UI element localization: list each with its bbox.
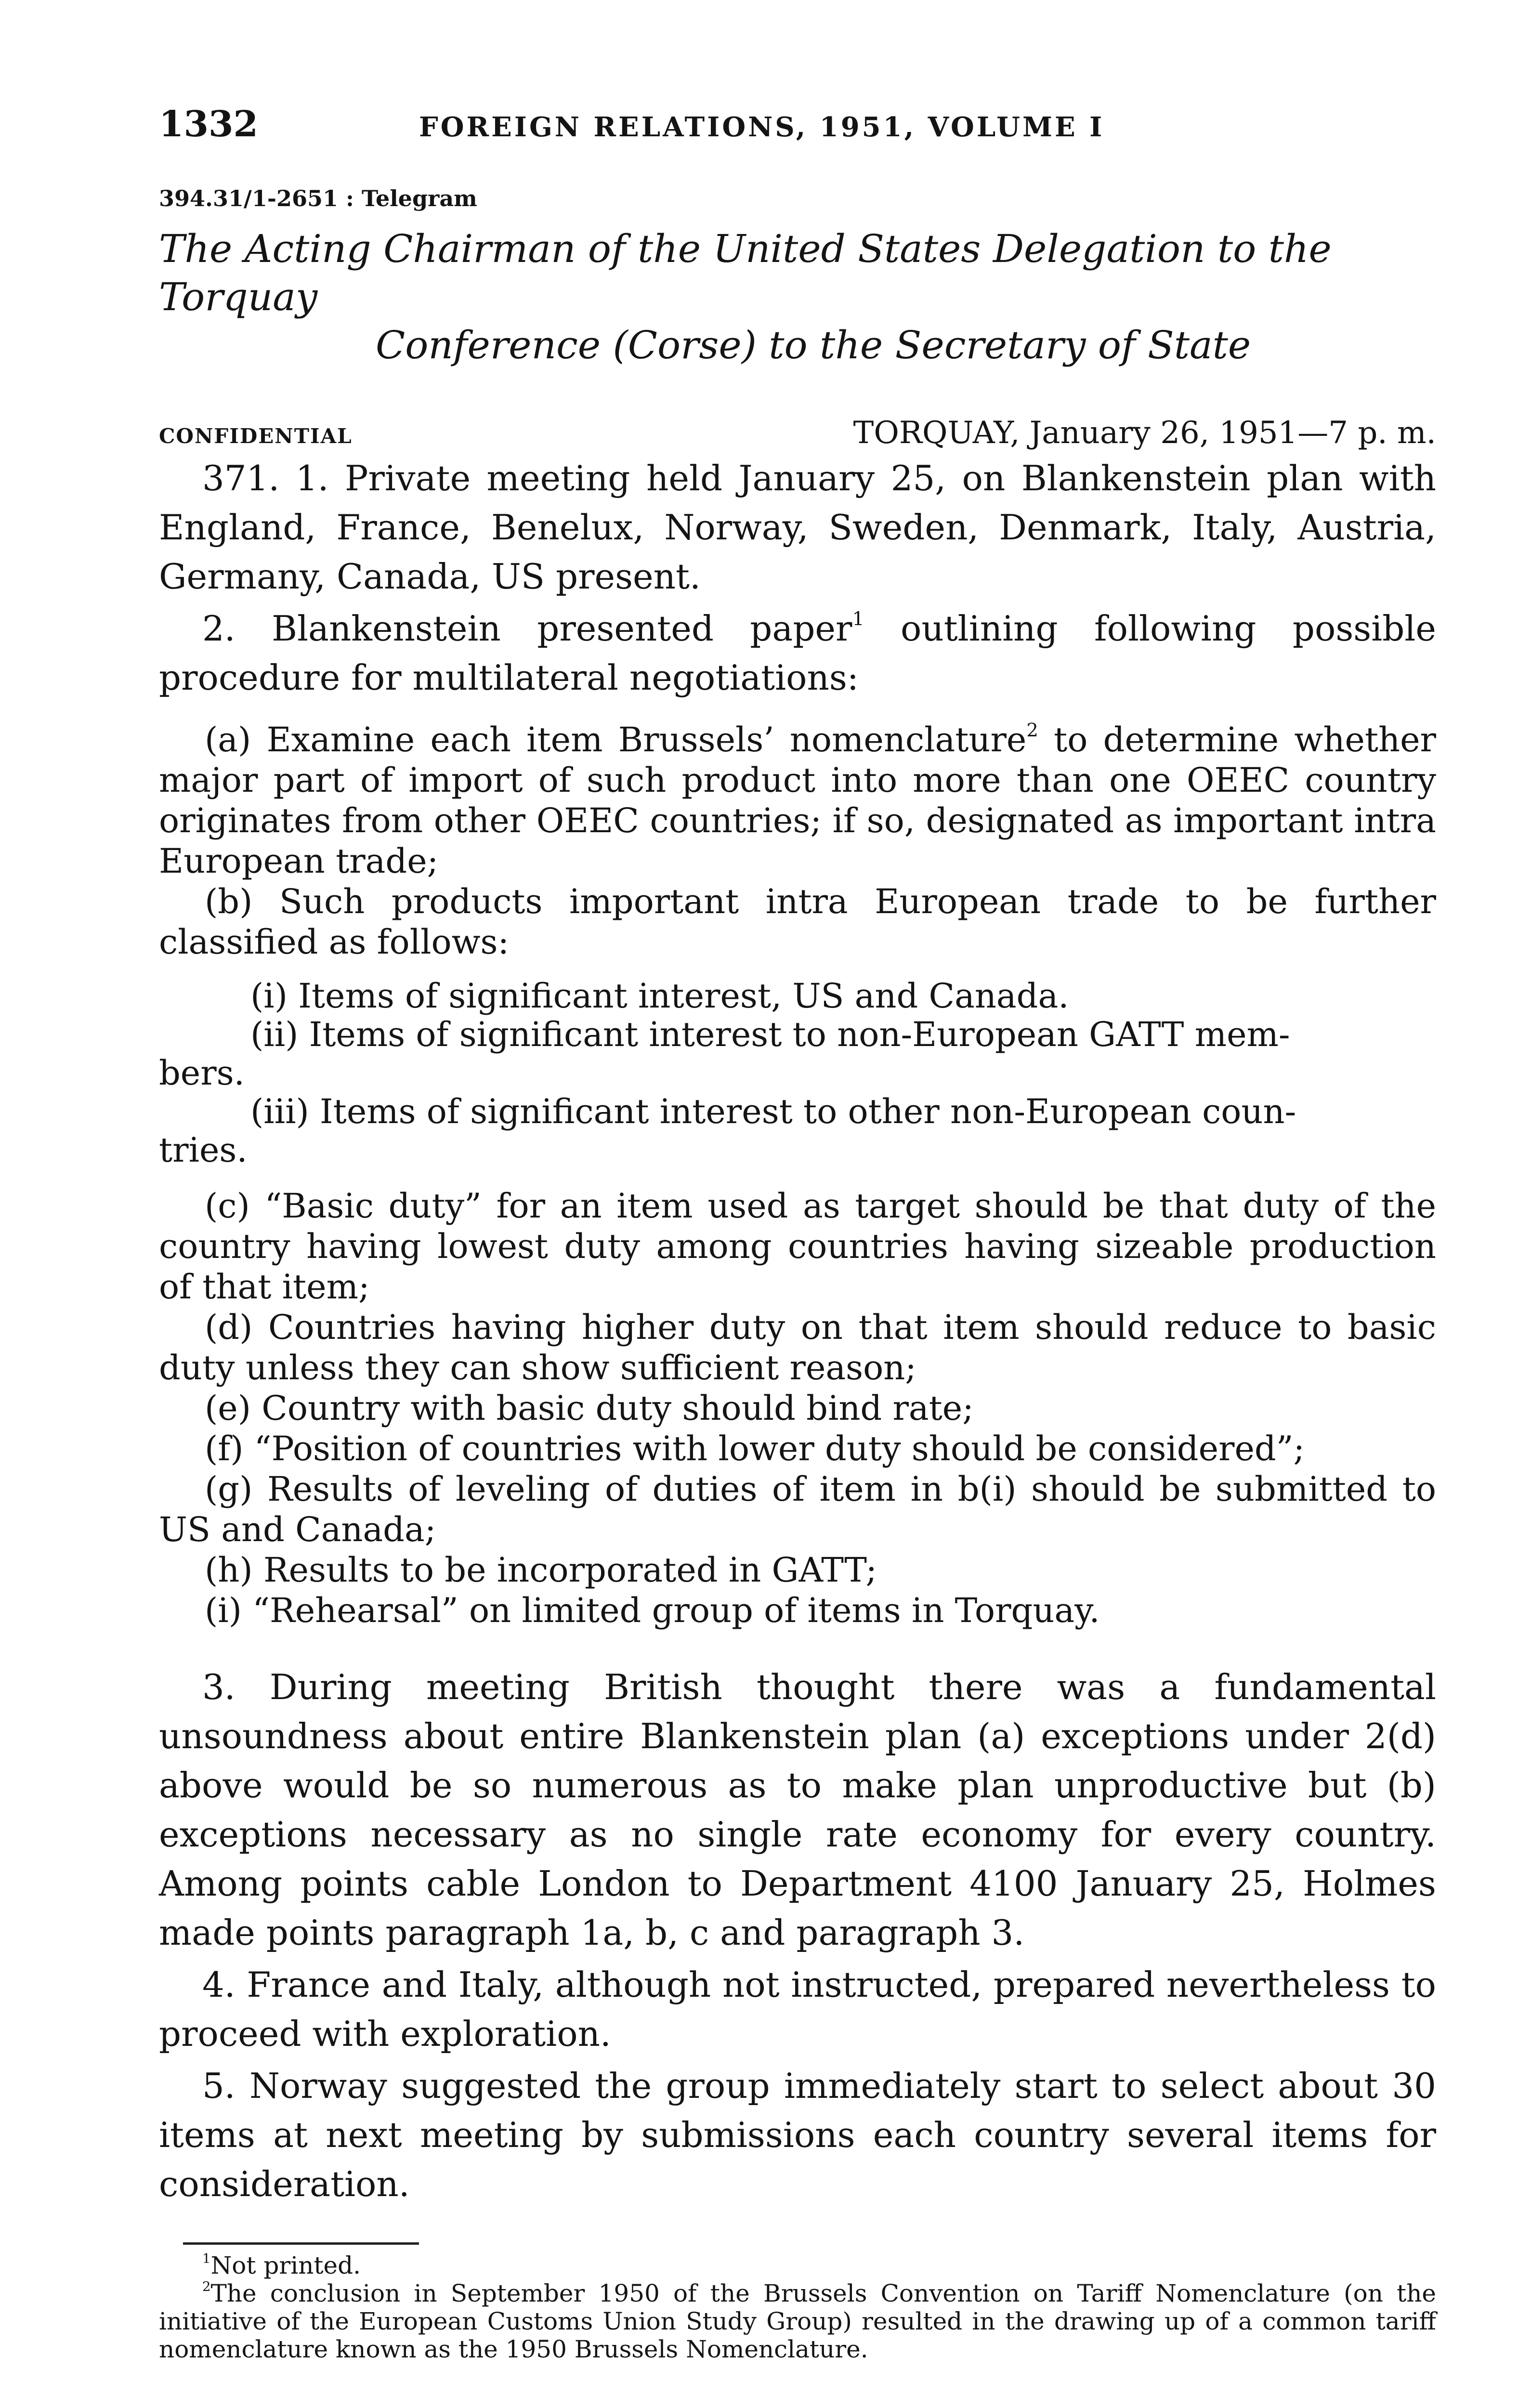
running-title: FOREIGN RELATIONS, 1951, VOLUME I bbox=[419, 111, 1105, 143]
sub-item-iii: (iii) Items of significant interest to other non-European coun- bbox=[250, 1092, 1296, 1131]
item-b: (b) Such products important intra European trade to be further classified as follows: bbox=[159, 882, 1436, 962]
dateline bbox=[159, 415, 1436, 451]
footnotes bbox=[159, 2251, 1436, 2363]
sub-item-ii: (ii) Items of significant interest to non-European GATT mem- bbox=[250, 1015, 1290, 1054]
running-head bbox=[159, 104, 1436, 176]
footnote-2-marker: 2 bbox=[202, 2279, 211, 2294]
document-reference: 394.31/1-2651 : Telegram bbox=[159, 185, 477, 211]
procedure-list bbox=[159, 720, 1436, 1631]
item-h: (h) Results to be incorporated in GATT; bbox=[205, 1550, 877, 1590]
footnote-2-text: The conclusion in September 1950 of the Brussels Convention on Tariff Nomenclature (on the initiative of the European Customs Union Study Group) resulted in the drawing up of a common tariff nomenclature known as the 1950 Brussels Nomenclature. bbox=[159, 2279, 1436, 2363]
footnote-ref-2: 2 bbox=[1026, 720, 1038, 742]
item-a-text: (a) Examine each item Brussels’ nomenclature bbox=[205, 720, 1027, 759]
sub-item-list bbox=[159, 977, 1436, 1169]
place-and-date: TORQUAY, January 26, 1951—7 p. m. bbox=[853, 415, 1436, 451]
footnote-1-text: Not printed. bbox=[210, 2251, 361, 2279]
paragraph-3: 3. During meeting British thought there was a fundamental unsoundness about entire Blankenstein plan (a) exceptions under 2(d) above would be so numerous as to make plan unproductive but (b) exceptions necessary as no single rate economy for every country. Among points cable London to Department 4100 January 25, Holmes made points paragraph 1a, b, c and paragraph 3. bbox=[159, 1667, 1436, 1953]
item-g: (g) Results of leveling of duties of item in b(i) should be submitted to US and Canada; bbox=[159, 1469, 1436, 1549]
heading-line-1: The Acting Chairman of the United States Delegation to the Torquay bbox=[159, 226, 1332, 319]
footnote-2 bbox=[159, 2279, 1436, 2363]
paragraph-4: 4. France and Italy, although not instructed, prepared nevertheless to proceed with exploration. bbox=[159, 1964, 1436, 2054]
paragraph-5: 5. Norway suggested the group immediately start to select about 30 items at next meeting by submissions each country several items for consideration. bbox=[159, 2066, 1436, 2204]
item-c: (c) “Basic duty” for an item used as target should be that duty of the country having lowest duty among countries having sizeable production of that item; bbox=[159, 1186, 1436, 1307]
paragraph-2-continuation: outlining following possible procedure for multilateral negotiations: bbox=[159, 608, 1436, 698]
classification-label: CONFIDENTIAL bbox=[159, 424, 353, 448]
item-d: (d) Countries having higher duty on that item should reduce to basic duty unless they can show sufficient reason; bbox=[159, 1308, 1436, 1387]
later-items bbox=[159, 1186, 1436, 1631]
item-e: (e) Country with basic duty should bind rate; bbox=[205, 1388, 974, 1428]
item-a bbox=[159, 720, 1436, 881]
document-heading bbox=[159, 225, 1436, 369]
item-f: (f) “Position of countries with lower duty should be considered”; bbox=[205, 1429, 1305, 1468]
sub-item-ii-continuation: bers. bbox=[159, 1053, 245, 1093]
paragraph-2-text: 2. Blankenstein presented paper bbox=[202, 608, 852, 649]
paragraph-1: 371. 1. Private meeting held January 25, on Blankenstein plan with England, France, Benelux, Norway, Sweden, Denmark, Italy, Austria, Germany, Canada, US present. bbox=[159, 458, 1436, 597]
paragraph-2 bbox=[159, 604, 1436, 702]
footnote-1-marker: 1 bbox=[202, 2251, 211, 2266]
footnote-ref-1: 1 bbox=[852, 608, 864, 630]
item-i: (i) “Rehearsal” on limited group of items in Torquay. bbox=[205, 1591, 1100, 1630]
item-a-continuation: to determine whether major part of import of such product into more than one OEEC country originates from other OEEC countries; if so, designated as important intra European trade; bbox=[159, 720, 1436, 881]
sub-item-i: (i) Items of significant interest, US and Canada. bbox=[250, 976, 1069, 1016]
footnote-1 bbox=[159, 2251, 1436, 2279]
page-number: 1332 bbox=[159, 104, 258, 145]
heading-line-2: Conference (Corse) to the Secretary of State bbox=[376, 323, 1251, 367]
spacer bbox=[159, 1631, 1436, 1660]
footnote-divider bbox=[183, 2242, 419, 2245]
sub-item-iii-continuation: tries. bbox=[159, 1130, 248, 1170]
